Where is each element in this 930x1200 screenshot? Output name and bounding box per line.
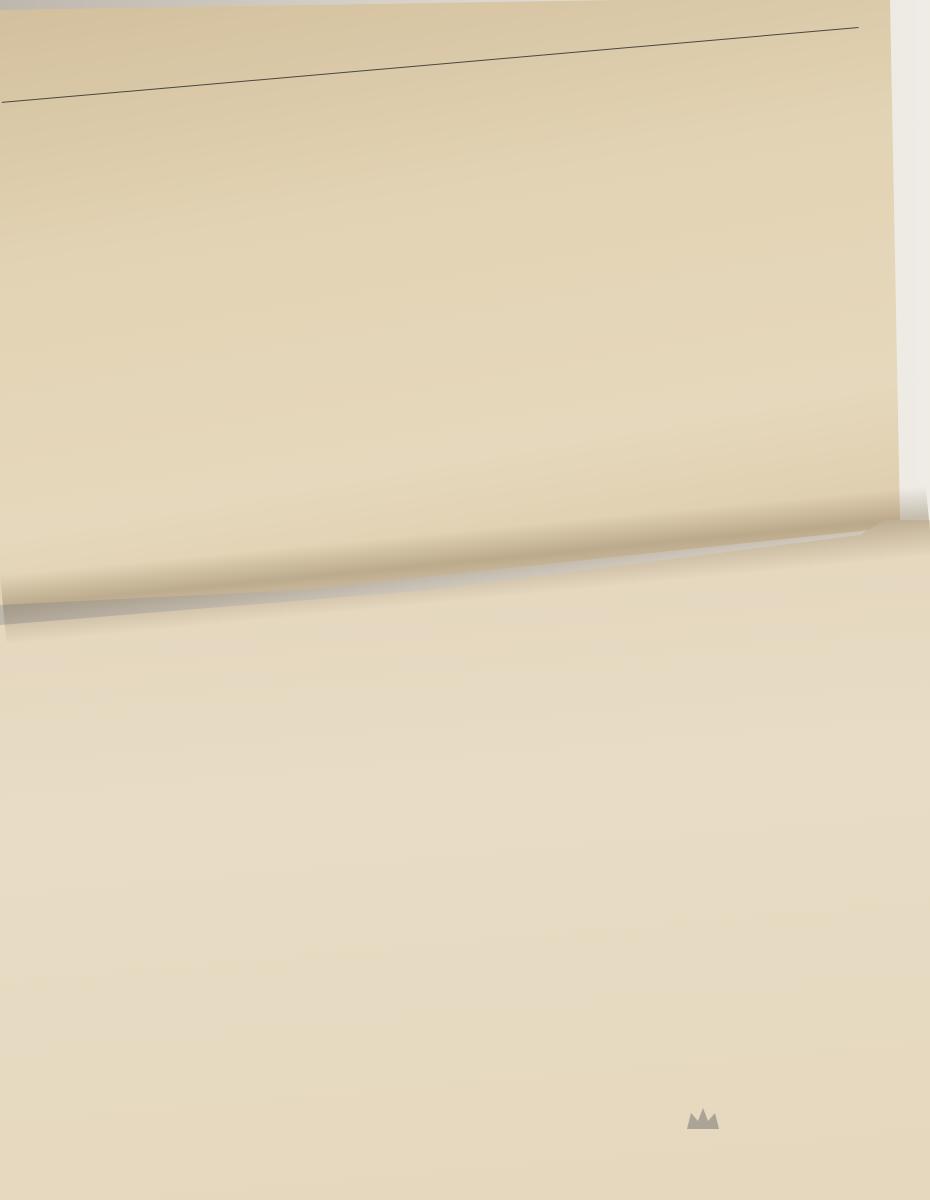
crown-icon [683,1105,723,1135]
watermark [450,1125,850,1185]
